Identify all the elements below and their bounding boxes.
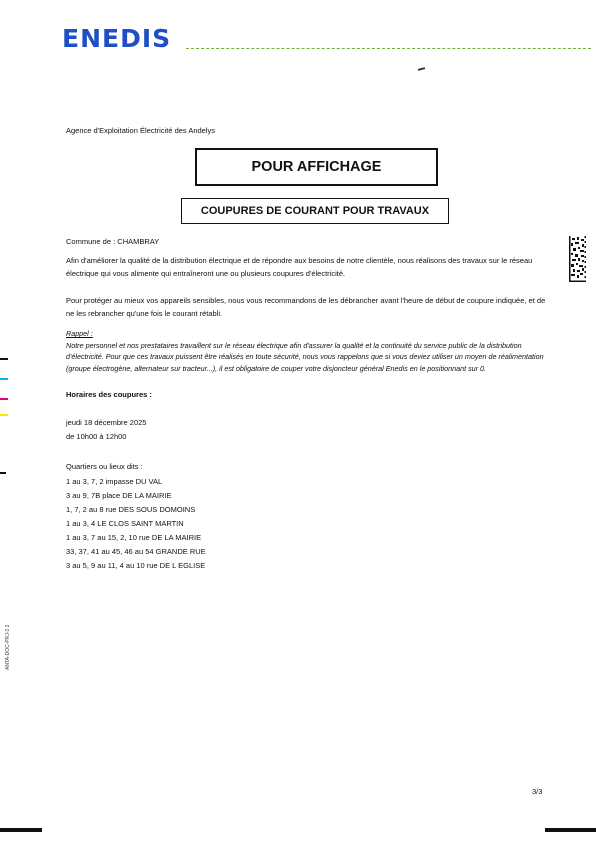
advice-paragraph: Pour protéger au mieux vos appareils sensibles, nous vous recommandons de les débrancher avant l'heure de début de coupure indiquée, et de ne les rebrancher qu'une fois le courant rétabli. [66,296,546,318]
commune-label: Commune de : CHAMBRAY [66,237,160,246]
subtitle-box [181,198,449,224]
registration-mark [0,472,6,474]
registration-mark [0,378,8,380]
page-title: POUR AFFICHAGE [251,159,382,175]
enedis-logo: ENEDIS [62,24,172,53]
reminder-text: Notre personnel et nos prestataires travaillent sur le réseau électrique afin d'assurer la qualité et la continuité du service public de la distribution d'électricité. Pour que ces travaux puissent être réalisés en toute sécurité, nous vous rappelons que si vous deviez utiliser un moyen de réalimentation (groupe électrogène, alternateur sur tracteur...), il est obligatoire de couper votre disjoncteur général Enedis en le positionnant sur 0. [66,340,544,373]
page-number: 3/3 [532,787,543,796]
title-box [195,148,438,186]
area-item: 1 au 3, 7, 2 impasse DU VAL [66,477,163,486]
registration-mark [0,398,8,400]
area-item: 33, 37, 41 au 45, 46 au 54 GRANDE RUE [66,547,206,556]
areas-heading: Quartiers ou lieux dits : [66,462,143,471]
reminder-block [66,328,556,374]
area-item: 3 au 5, 9 au 11, 4 au 10 rue DE L EGLISE [66,561,206,570]
agency-name: Agence d'Exploitation Électricité des Andelys [66,126,216,135]
area-item: 1 au 3, 4 LE CLOS SAINT MARTIN [66,519,184,528]
side-code-text: ANTA-DOC-PRJ-2 2 [5,624,11,670]
area-item: 1 au 3, 7 au 15, 2, 10 rue DE LA MAIRIE [66,533,202,542]
scan-speck [418,67,425,71]
page-subtitle: COUPURES DE COURANT POUR TRAVAUX [200,205,430,217]
scan-edge-bar [545,828,596,832]
schedule-heading: Horaires des coupures : [66,390,152,399]
area-item: 1, 7, 2 au 8 rue DES SOUS DOMOINS [66,505,196,514]
intro-paragraph: Afin d'améliorer la qualité de la distribution électrique et de répondre aux besoins de notre clientèle, nous réalisons des travaux sur le réseau électrique qui vous alimente qui entraîneront une ou plusieurs coupures d'électricité. [66,256,533,278]
header-divider [186,48,591,49]
registration-mark [0,358,8,360]
schedule-date: jeudi 18 décembre 2025 [66,418,147,427]
side-reference-code [3,580,13,670]
datamatrix-code [569,236,586,282]
schedule-time: de 10h00 à 12h00 [66,432,127,441]
reminder-heading: Rappel : [66,329,93,338]
scan-edge-bar [0,828,42,832]
area-item: 3 au 9, 7B place DE LA MAIRIE [66,491,172,500]
registration-mark [0,414,8,416]
